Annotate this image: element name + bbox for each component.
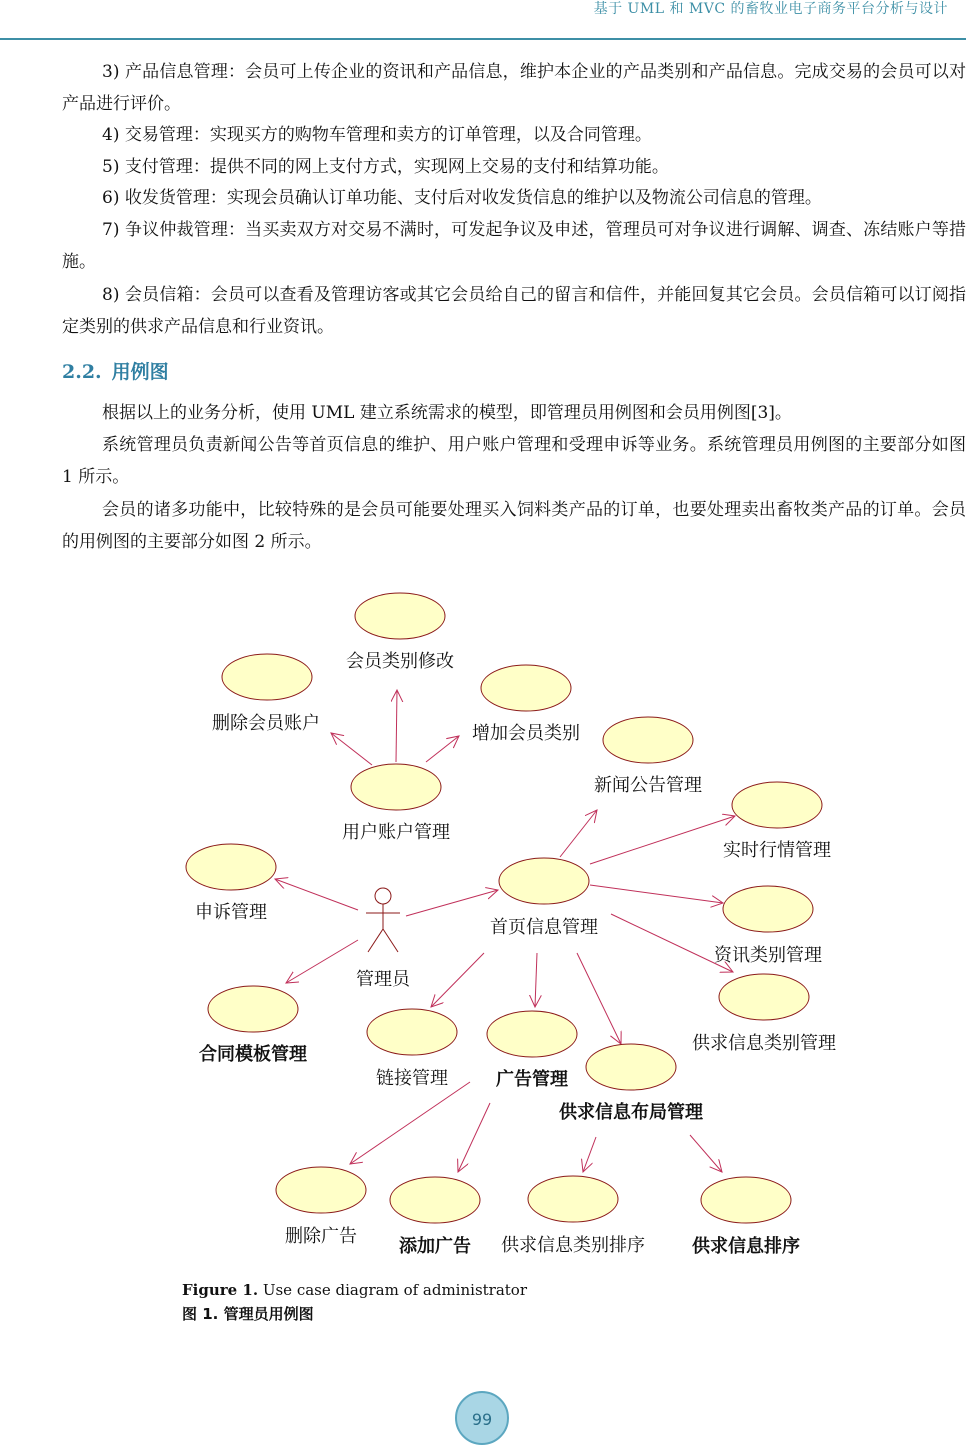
arrow-ads-to-delete-ad: [350, 1082, 470, 1164]
arrow-admin-to-homepage: [406, 890, 498, 916]
arrow-home-to-news: [560, 810, 597, 857]
paragraph-dispute: 7) 争议仲裁管理：当买卖双方对交易不满时，可发起争议及申述，管理员可对争议进行调解、调查、冻结账户等措施。: [62, 220, 966, 272]
arrow-user-to-type-edit: [396, 690, 397, 762]
use-case-realtime: [732, 782, 822, 828]
use-case-news: [603, 717, 693, 763]
use-case-homepage: [499, 858, 589, 904]
arrow-layout-to-sort: [690, 1135, 722, 1172]
use-case-label-info-category: 资讯类别管理: [714, 945, 822, 966]
use-case-links: [367, 1009, 457, 1055]
arrow-user-to-delete-member: [331, 733, 372, 765]
actor-right-leg: [383, 929, 398, 952]
arrow-ads-to-add-ad: [458, 1103, 490, 1172]
paragraph-product-info: 3) 产品信息管理：会员可上传企业的资讯和产品信息，维护本企业的产品类别和产品信息。完成交易的会员可以对产品进行评价。: [62, 62, 966, 114]
page-number: 99: [455, 1391, 509, 1445]
use-case-label-delete-ad: 删除广告: [285, 1226, 357, 1247]
use-case-supply-sort: [701, 1177, 791, 1223]
use-case-supply-layout: [586, 1044, 676, 1090]
arrow-home-to-info-cat: [590, 885, 723, 903]
paragraph-shipping: 6) 收发货管理：实现会员确认订单功能、支付后对收发货信息的维护以及物流公司信息的管理。: [102, 188, 822, 208]
actor-head: [375, 888, 391, 904]
arrow-home-to-ads: [535, 953, 537, 1007]
paragraph-member: 会员的诸多功能中，比较特殊的是会员可能要处理买入饲料类产品的订单，也要处理卖出畜牧类产品的订单。会员的用例图的主要部分如图 2 所示。: [62, 500, 966, 552]
running-header: 基于 UML 和 MVC 的畜牧业电子商务平台分析与设计: [593, 1, 948, 17]
use-case-add-member-type: [481, 665, 571, 711]
actor-label: 管理员: [356, 969, 410, 990]
header-rule: [0, 38, 966, 40]
use-case-label-realtime: 实时行情管理: [723, 840, 831, 861]
use-case-delete-member: [222, 654, 312, 700]
use-case-label-add-member-type: 增加会员类别: [472, 723, 580, 744]
arrow-admin-to-complaint: [275, 879, 358, 910]
arrow-user-to-add-type: [426, 736, 459, 762]
use-case-user-account: [351, 764, 441, 810]
actor-left-leg: [368, 929, 383, 952]
use-case-label-supply-cat-sort: 供求信息类别排序: [501, 1235, 645, 1256]
use-case-label-complaint: 申诉管理: [195, 902, 267, 923]
arrow-home-to-links: [431, 953, 484, 1007]
paragraph-payment: 5) 支付管理：提供不同的网上支付方式，实现网上交易的支付和结算功能。: [102, 157, 669, 177]
use-case-label-links: 链接管理: [376, 1068, 448, 1089]
figure-caption-en: Figure 1. Use case diagram of administrator: [182, 1281, 528, 1299]
use-case-diagram: [0, 570, 966, 1270]
use-case-label-delete-member: 删除会员账户: [212, 713, 320, 734]
arrow-layout-to-cat-sort: [583, 1137, 596, 1172]
use-case-label-ads: 广告管理: [496, 1069, 568, 1090]
arrow-home-to-layout: [577, 953, 621, 1044]
section-title-text: 用例图: [111, 361, 169, 383]
use-case-add-ad: [390, 1177, 480, 1223]
paragraph-trade: 4) 交易管理：实现买方的购物车管理和卖方的订单管理，以及合同管理。: [102, 125, 652, 145]
use-case-label-supply-category: 供求信息类别管理: [692, 1033, 836, 1054]
use-case-supply-category: [719, 974, 809, 1020]
section-number: 2.2.: [62, 361, 102, 383]
use-case-info-category: [723, 886, 813, 932]
figure-caption-zh: 图 1. 管理员用例图: [182, 1305, 314, 1323]
use-case-complaint: [186, 844, 276, 890]
use-case-label-contract-template: 合同模板管理: [199, 1044, 307, 1065]
use-case-label-user-account: 用户账户管理: [342, 822, 450, 843]
use-case-member-type-edit: [355, 593, 445, 639]
paragraph-mailbox: 8) 会员信箱：会员可以查看及管理访客或其它会员给自己的留言和信件，并能回复其它会员。会员信箱可以订阅指定类别的供求产品信息和行业资讯。: [62, 285, 966, 337]
use-case-label-supply-layout: 供求信息布局管理: [559, 1102, 703, 1123]
use-case-label-supply-sort: 供求信息排序: [692, 1236, 800, 1257]
use-case-contract-template: [208, 986, 298, 1032]
use-case-delete-ad: [276, 1167, 366, 1213]
use-case-ads: [487, 1011, 577, 1057]
use-case-supply-cat-sort: [528, 1176, 618, 1222]
use-case-label-homepage: 首页信息管理: [490, 917, 598, 938]
paragraph-intro: 根据以上的业务分析，使用 UML 建立系统需求的模型，即管理员用例图和会员用例图[3]。: [102, 403, 792, 423]
arrow-home-to-realtime: [590, 816, 735, 864]
section-heading: [62, 357, 169, 384]
use-case-label-add-ad: 添加广告: [399, 1236, 471, 1257]
use-case-label-news: 新闻公告管理: [594, 775, 702, 796]
arrow-admin-to-contract: [286, 940, 358, 983]
use-case-label-member-type-edit: 会员类别修改: [346, 651, 454, 672]
paragraph-admin: 系统管理员负责新闻公告等首页信息的维护、用户账户管理和受理申诉等业务。系统管理员用例图的主要部分如图 1 所示。: [62, 435, 966, 487]
